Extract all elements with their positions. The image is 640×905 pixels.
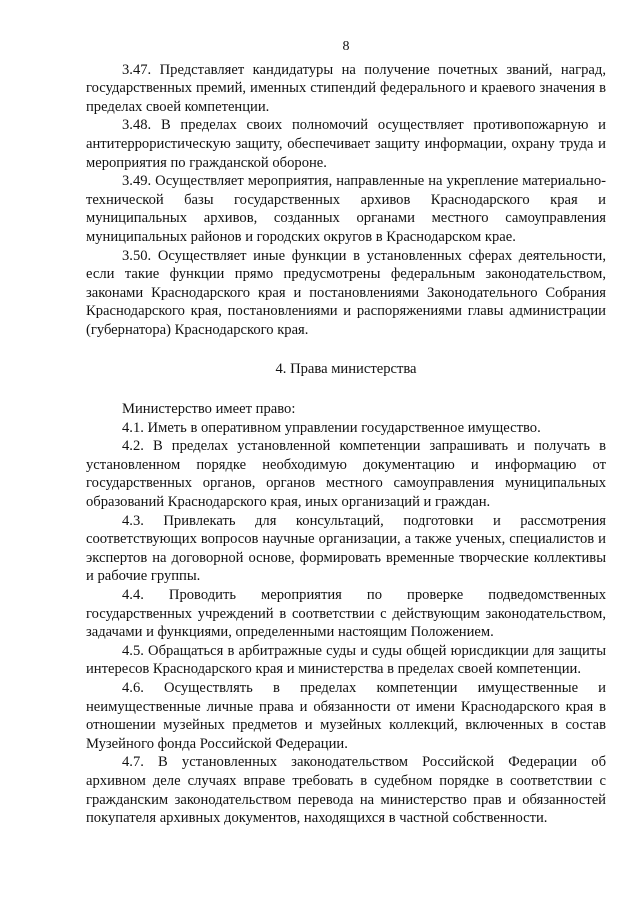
paragraph-3-48: 3.48. В пределах своих полномочий осуществляет противопожарную и антитеррористическую защиту, обеспечивает защиту информации, охрану труда и мероприятия по гражданской обороне. — [86, 117, 606, 171]
paragraph-3-50: 3.50. Осуществляет иные функции в установленных сферах деятельности, если такие функции прямо предусмотрены федеральным законодательством, законами Краснодарского края и постановлениями Законодательного Собрания Краснодарского края, постановлениями и распоряжениями главы администрации (губернатора) Краснодарского края. — [86, 247, 606, 338]
section-heading: 4. Права министерства — [275, 360, 417, 377]
paragraph-4-3: 4.3. Привлекать для консультаций, подготовки и рассмотрения соответствующих вопросов научные организации, а также ученых, специалистов и экспертов на договорной основе, формировать временные творческие коллективы и рабочие группы. — [86, 512, 606, 585]
paragraph-3-47: 3.47. Представляет кандидатуры на получение почетных званий, наград, государственных премий, именных стипендий федерального и краевого значения в пределах своей компетенции. — [86, 61, 606, 115]
section-intro: Министерство имеет право: — [122, 401, 296, 418]
paragraph-3-49: 3.49. Осуществляет мероприятия, направленные на укрепление материально-технической базы государственных архивов Краснодарского края и муниципальных архивов, созданных органами местного самоуправления муниципальных районов и городских округов в Краснодарском крае. — [86, 173, 606, 245]
paragraph-4-2: 4.2. В пределах установленной компетенции запрашивать и получать в установленном порядке необходимую документацию и информацию от государственных органов, органов местного самоуправления муниципальных образований Краснодарского края, иных организаций и граждан. — [86, 438, 606, 511]
paragraph-4-5: 4.5. Обращаться в арбитражные суды и суды общей юрисдикции для защиты интересов Краснодарского края и министерства в пределах своей компетенции. — [86, 642, 606, 678]
document-page — [86, 38, 606, 828]
paragraph-4-6: 4.6. Осуществлять в пределах компетенции имущественные и неимущественные личные права и обязанности от имени Краснодарского края в отношении музейных предметов и музейных коллекций, включенных в состав Музейного фонда Российской Федерации. — [86, 680, 606, 752]
paragraph-4-4: 4.4. Проводить мероприятия по проверке подведомственных государственных учреждений в соответствии с действующим законодательством, задачами и функциями, определенными настоящим Положением. — [86, 587, 606, 641]
paragraph-4-7: 4.7. В установленных законодательством Российской Федерации об архивном деле случаях вправе требовать в судебном порядке в соответствии с гражданским законодательством перевода на министерство прав и обязанностей покупателя архивных документов, находящихся в частной собственности. — [86, 754, 606, 827]
paragraph-4-1: 4.1. Иметь в оперативном управлении государственное имущество. — [122, 419, 541, 436]
page-number: 8 — [342, 39, 350, 54]
